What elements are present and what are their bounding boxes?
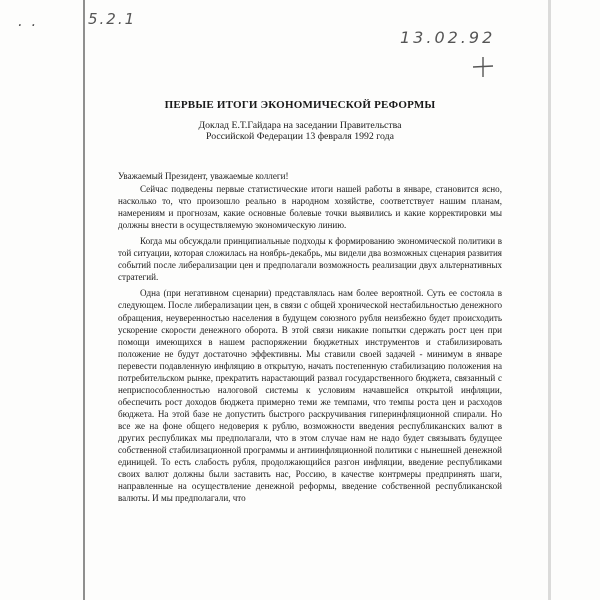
document-body	[118, 170, 502, 508]
paragraph: Одна (при негативном сценарии) представлялась нам более вероятной. Суть ее состояла в следующем. После либерализации цен, в связи с общей хронической нестабильностью денежного обращения, неуверенностью населения в будущем союзного рубля неизбежно будет происходить ускорение скорости денежного оборота. В этой связи никакие попытки сдержать рост цен при помощи имеющихся в нашем распоряжении бюджетных инструментов и стабилизировать положение не будут достаточно эффективны. Мы ставили своей задачей - минимум в январе перевести подавленную инфляцию в открытую, начать постепенную стабилизацию положения на потребительском рынке, прекратить нарастающий развал государственного бюджета, связанный с неприспособленностью налоговой системы к условиям начавшейся открытой инфляции, обеспечить рост доходов бюджета примерно теми же темпами, что темпы роста цен и расходов бюджета. На этой базе не допустить быстрого раскручивания гиперинфляционной спирали. Но все же на фоне общего недоверия к рублю, возможности введения республиканских валют в других республиках мы предполагали, что в этом случае нам не надо будет связывать будущее собственной стабилизационной программы и антиинфляционной политики с нынешней денежной единицей. То есть слабость рубля, продолжающийся разгон инфляции, введение республиками своих валют должны были заставить нас, Россию, в качестве контрмеры предпринять шаги, направленные на осуществление денежной реформы, введение собственной республиканской валюты. И мы предполагали, что	[118, 288, 502, 504]
handwritten-dots: . .	[18, 12, 39, 30]
plus-mark-icon	[472, 56, 494, 78]
paragraph: Сейчас подведены первые статистические итоги нашей работы в январе, становится ясно, насколько то, что произошло реально в народном хозяйстве, соответствует нашим планам, намерениям и прогнозам, какие основные болевые точки выявились и какие корректировки мы должны внести в осуществляемую экономическую линию.	[118, 184, 502, 231]
subtitle-line: Российской Федерации 13 февраля 1992 года	[206, 131, 394, 142]
document-subtitle	[140, 120, 460, 142]
subtitle-line: Доклад Е.Т.Гайдара на заседании Правительства	[198, 120, 402, 131]
paragraph: Когда мы обсуждали принципиальные подходы к формированию экономической политики в той ситуации, которая сложилась на ноябрь-декабрь, мы видели два возможных сценария развития событий после либерализации цен и предполагали возможность реализации двух альтернативных стратегий.	[118, 236, 502, 283]
archive-code: 5.2.1	[88, 10, 137, 28]
handwritten-date: 13.02.92	[400, 28, 496, 47]
greeting: Уважаемый Президент, уважаемые коллеги!	[118, 171, 289, 181]
scan-edge-shadow	[548, 0, 551, 600]
document-title: ПЕРВЫЕ ИТОГИ ЭКОНОМИЧЕСКОЙ РЕФОРМЫ	[164, 99, 436, 111]
scan-edge-line	[83, 0, 85, 600]
